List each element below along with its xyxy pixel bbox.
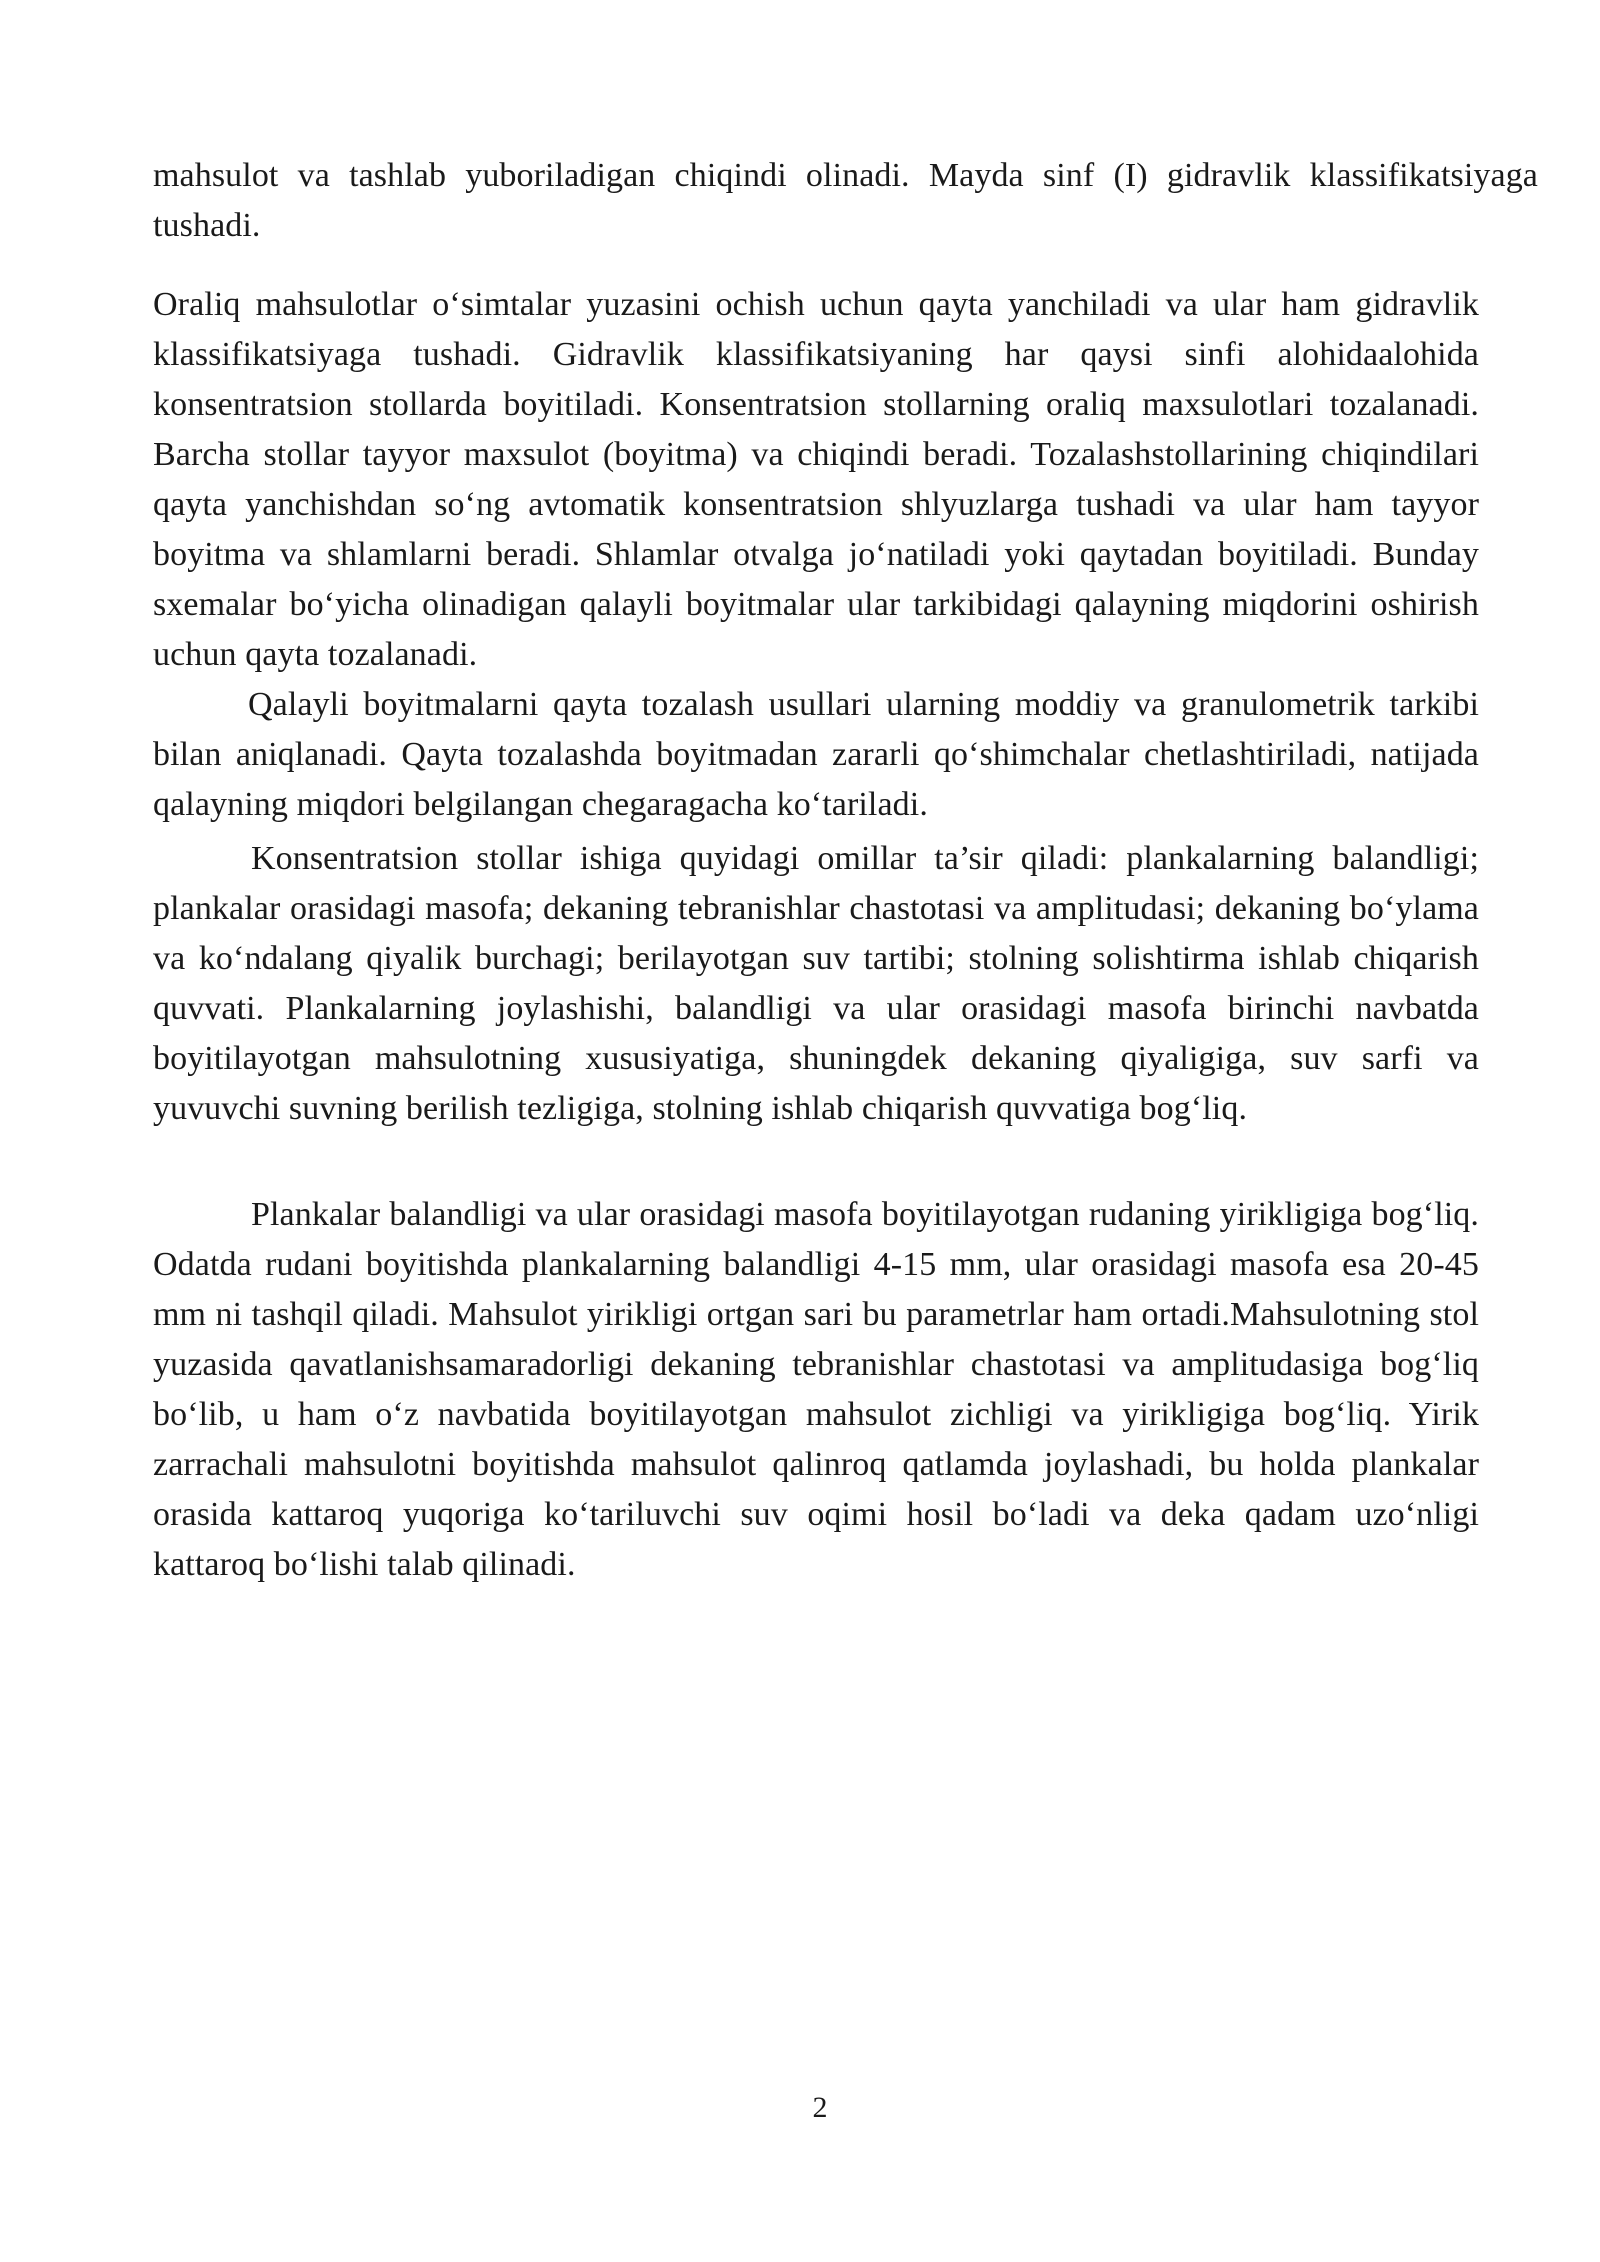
paragraph-3: Qalayli boyitmalarni qayta tozalash usullari ularning moddiy va granulometrik tarkibi bilan aniqlanadi. Qayta tozalashda boyitmadan zararli qo‘shimchalar chetlashtiriladi, natijada qalayning miqdori belgilangan chegaragacha ko‘tariladi. bbox=[153, 686, 1479, 823]
paragraph-4: Konsentratsion stollar ishiga quyidagi omillar ta’sir qiladi: plankalarning balandligi; plankalar orasidagi masofa; dekaning tebranishlar chastotasi va amplitudasi; dekaning bo‘ylama va ko‘ndalang qiyalik burchagi; berilayotgan suv tartibi; stolning solishtirma ishlab chiqarish quvvati. Plankalarning joylashishi, balandligi va ular orasidagi masofa birinchi navbatda boyitilayotgan mahsulotning xususiyatiga, shuningdek dekaning qiyaligiga, suv sarfi va yuvuvchi suvning berilish tezligiga, stolning ishlab chiqarish quvvatiga bog‘liq. bbox=[153, 840, 1479, 1127]
paragraph-2: Oraliq mahsulotlar o‘simtalar yuzasini ochish uchun qayta yanchiladi va ular ham gidravlik klassifikatsiyaga tushadi. Gidravlik klassifikatsiyaning har qaysi sinfi alohidaalohida konsentratsion stollarda boyitiladi. Konsentratsion stollarning oraliq maxsulotlari tozalanadi. Barcha stollar tayyor maxsulot (boyitma) va chiqindi beradi. Tozalashstollarining chiqindilari qayta yanchishdan so‘ng avtomatik konsentratsion shlyuzlarga tushadi va ular ham tayyor boyitma va shlamlarni beradi. Shlamlar otvalga jo‘natiladi yoki qaytadan boyitiladi. Bunday sxemalar bo‘yicha olinadigan qalayli boyitmalar ular tarkibidagi qalayning miqdorini oshirish uchun qayta tozalanadi. bbox=[153, 286, 1479, 673]
paragraph-1: mahsulot va tashlab yuboriladigan chiqindi olinadi. Mayda sinf (I) gidravlik klassifikatsiyaga tushadi. bbox=[153, 157, 1538, 244]
page-number: 2 bbox=[812, 2091, 828, 2124]
paragraph-5: Plankalar balandligi va ular orasidagi masofa boyitilayotgan rudaning yirikligiga bog‘liq. Odatda rudani boyitishda plankalarning balandligi 4-15 mm, ular orasidagi masofa esa 20-45 mm ni tashqil qiladi. Mahsulot yirikligi ortgan sari bu parametrlar ham ortadi.Mahsulotning stol yuzasida qavatlanishsamaradorligi dekaning tebranishlar chastotasi va amplitudasiga bog‘liq bo‘lib, u ham o‘z navbatida boyitilayotgan mahsulot zichligi va yirikligiga bog‘liq. Yirik zarrachali mahsulotni boyitishda mahsulot qalinroq qatlamda joylashadi, bu holda plankalar orasida kattaroq yuqoriga ko‘tariluvchi suv oqimi hosil bo‘ladi va deka qadam uzo‘nligi kattaroq bo‘lishi talab qilinadi. bbox=[153, 1196, 1479, 1583]
